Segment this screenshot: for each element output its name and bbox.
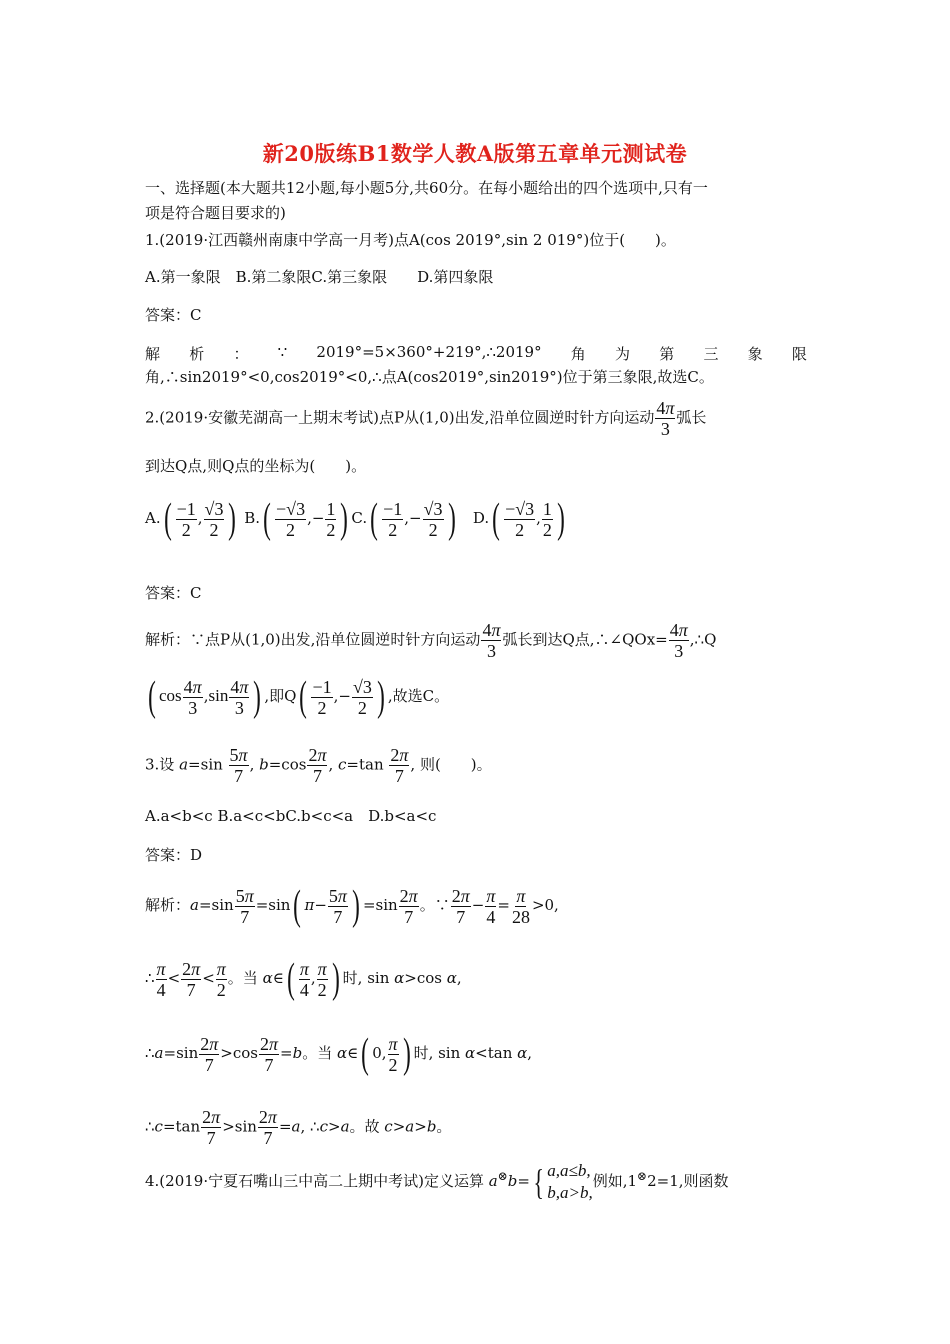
q2-analysis-text: 弧长到达Q点,∴∠QOx= xyxy=(502,630,668,649)
q1-stem: 1.(2019·江西赣州南康中学高一月考)点A(cos 2019°,sin 2 019°)位于( )。 xyxy=(145,231,676,249)
q1-analysis-line1 xyxy=(145,343,807,364)
q1-analysis-word: ： xyxy=(233,345,249,363)
q2-stem-text: 2.(2019·安徽芜湖高一上期末考试)点P从(1,0)出发,沿单位圆逆时针方向运动 xyxy=(145,408,655,427)
q1-analysis-word: 角 xyxy=(570,345,586,363)
q2-answer: 答案：C xyxy=(145,584,202,602)
q4-stem: 4.(2019·宁夏石嘴山三中高二上期中考试)定义运算 a⊗b={ a,a≤b, b,a>b, 例如,1⊗2=1,则函数 xyxy=(145,1161,729,1202)
q3-analysis-label: 解析： xyxy=(145,896,191,914)
q2-analysis-line2: ( cos $\frac{4\pi}{3}$ ,sin $\frac{4\pi}{3}$ ) ,即Q( $\frac{-1}{2}$ ,− $\frac{√3}{2}$ ) ,故选C。 xyxy=(148,674,450,720)
q3-stem: 3.设 a=sin $\frac{5\pi}{7}$ , b=cos $\frac{2\pi}{7}$ , c=tan $\frac{2\pi}{7}$ , 则( )。 xyxy=(145,745,492,786)
q1-analysis-word: 析 xyxy=(189,345,205,363)
q2-options: A.( $\frac{-1}{2}$ , $\frac{√3}{2}$ ) B.( $\frac{-√3}{2}$ ,− $\frac{1}{2}$ ) C.( $\frac{-1}{2}$ ,− $\frac{√3}{2}$ ) D.( $\frac{-√3}{2}$ , $\frac{1}{2}$ ) xyxy=(145,496,565,542)
q1-analysis-word: 解 xyxy=(145,345,161,363)
q3-analysis-line1: 解析：a=sin $\frac{5\pi}{7}$ =sin( π− $\frac{5\pi}{7}$ ) =sin $\frac{2\pi}{7}$ 。∵ $\frac{2\pi}{7}$ − $\frac{\pi}{4}$ = $\frac{\pi}{28}$ >0, xyxy=(145,883,559,929)
q2-analysis-text: ,故选C。 xyxy=(387,687,450,705)
q3-analysis-line2: ∴ $\frac{\pi}{4}$ < $\frac{2\pi}{7}$ < $\frac{\pi}{2}$ 。当 α∈( $\frac{\pi}{4}$ , $\frac{\pi}{2}$ ) 时, sin α>cos α, xyxy=(145,956,462,1002)
section-heading-line2: 项是符合题目要求的) xyxy=(145,204,286,222)
q2-option-label: B. xyxy=(244,509,261,527)
q2-analysis-text: ,∴Q xyxy=(689,630,717,649)
q1-analysis-word: 三 xyxy=(703,345,719,363)
q2-option-label: D. xyxy=(472,509,490,527)
q1-analysis-word: ∵ xyxy=(277,343,288,361)
section-heading-line1: 一、选择题(本大题共12小题,每小题5分,共60分。在每小题给出的四个选项中,只有一 xyxy=(145,179,708,197)
q2-analysis-text: 解析：∵点P从(1,0)出发,沿单位圆逆时针方向运动 xyxy=(145,630,481,649)
q3-answer: 答案：D xyxy=(145,846,203,864)
q2-stem-text: 弧长 xyxy=(676,408,707,427)
q2-option-label: A. xyxy=(145,509,161,527)
q1-analysis-word: 为 xyxy=(615,345,631,363)
q1-options: A.第一象限 B.第二象限C.第三象限 D.第四象限 xyxy=(145,268,494,286)
q1-analysis-word: 象 xyxy=(747,345,763,363)
q1-analysis-word: 第 xyxy=(659,345,675,363)
q3-options: A.a<b<c B.a<c<bC.b<c<a D.b<a<c xyxy=(145,807,437,825)
q4-stem-text: 例如,1 xyxy=(592,1172,638,1190)
q2-option-label: C. xyxy=(351,509,368,527)
page-title: 新20版练B1数学人教A版第五章单元测试卷 xyxy=(262,141,688,166)
q2-stem-line2: 到达Q点,则Q点的坐标为( )。 xyxy=(145,457,367,475)
q3-analysis-line3: ∴a=sin $\frac{2\pi}{7}$ >cos $\frac{2\pi}{7}$ =b。当 α∈( 0, $\frac{\pi}{2}$ ) 时, sin α<tan α, xyxy=(145,1031,533,1077)
q1-analysis-line2: 角,∴sin2019°<0,cos2019°<0,∴点A(cos2019°,sin2019°)位于第三象限,故选C。 xyxy=(145,368,714,386)
q3-analysis-line4: ∴c=tan $\frac{2\pi}{7}$ >sin $\frac{2\pi}{7}$ =a, ∴c>a。故 c>a>b。 xyxy=(145,1107,452,1148)
q2-analysis-text: ,即Q xyxy=(264,687,297,705)
q4-stem-text: 4.(2019·宁夏石嘴山三中高二上期中考试)定义运算 xyxy=(145,1172,484,1190)
q2-analysis-line1: 解析：∵点P从(1,0)出发,沿单位圆逆时针方向运动 $\frac{4\pi}{3}$ 弧长到达Q点,∴∠QOx= $\frac{4\pi}{3}$ ,∴Q xyxy=(145,620,717,661)
q4-stem-text: 2=1,则函数 xyxy=(647,1172,729,1190)
q1-analysis-word: 限 xyxy=(791,345,807,363)
q1-analysis-word: 2019°=5×360°+219°,∴2019° xyxy=(316,343,542,361)
q2-fraction: $\frac{4\pi}{3}$ xyxy=(656,398,675,439)
q2-stem-line1 xyxy=(145,398,706,439)
q1-answer: 答案：C xyxy=(145,306,202,324)
